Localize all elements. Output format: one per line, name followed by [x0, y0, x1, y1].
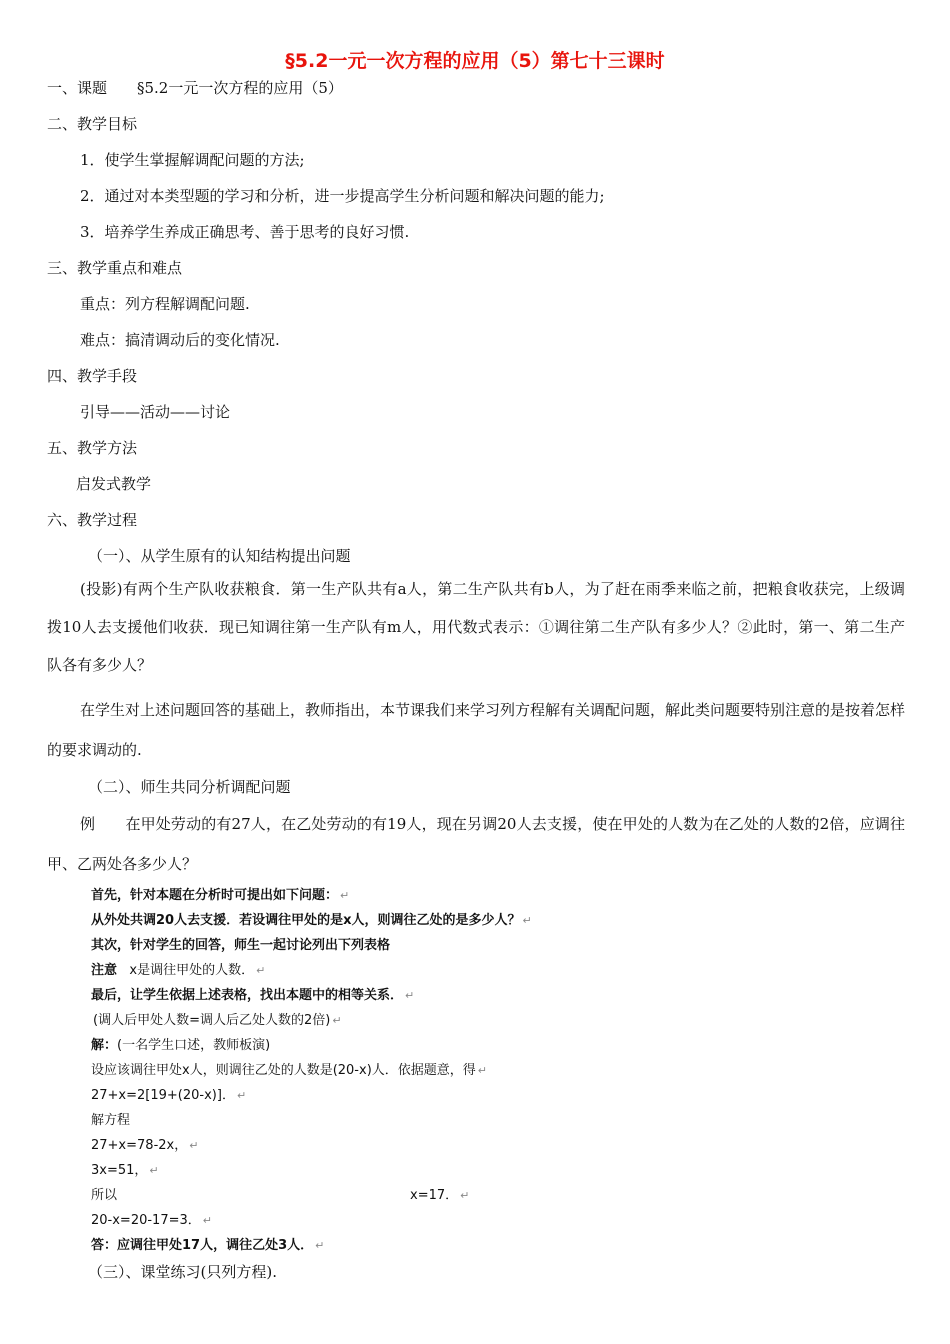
return-mark: ↵: [236, 1089, 247, 1102]
teaching-means: 引导——活动——讨论: [80, 403, 231, 421]
example-problem: 例 在甲处劳动的有27人，在乙处劳动的有19人，现在另调20人去支援，使在甲处的人数为在乙处的人数的2倍，应调往甲、乙两处各多少人？: [47, 815, 905, 873]
scan-line-step-1: 27+x=78-2x， ↵: [91, 1138, 199, 1153]
return-mark: ↵: [256, 964, 266, 977]
section-means: 四、教学手段: [47, 367, 138, 385]
process-part-1-heading: （一）、从学生原有的认知结构提出问题: [88, 547, 351, 565]
scan-line-note: 注意 x是调往甲处的人数． ↵: [91, 963, 266, 978]
objective-2: 2．通过对本类型题的学习和分析，进一步提高学生分析问题和解决问题的能力;: [80, 187, 605, 205]
section-method: 五、教学方法: [47, 439, 138, 457]
scan-line-solve: 解方程: [91, 1113, 131, 1128]
scan-line-so: 所以: [91, 1188, 118, 1203]
scan-line-equation: 27+x=2[19+(20-x)]． ↵: [91, 1088, 247, 1103]
return-mark: ↵: [405, 989, 415, 1002]
objective-3: 3．培养学生养成正确思考、善于思考的良好习惯.: [80, 223, 410, 241]
process-part-1-problem: (投影)有两个生产队收获粮食．第一生产队共有a人，第二生产队共有b人，为了赶在雨季来临之前，把粮食收获完，上级调拨10人去支援他们收获．现已知调往第一生产队有m人，用代数式表示：①调往第二生产队有多少人？②此时，第一、第二生产队各有多少人？: [47, 580, 905, 674]
scan-line-first: 首先，针对本题在分析时可提出如下问题： ↵: [91, 888, 350, 903]
process-part-1-summary: 在学生对上述问题回答的基础上，教师指出，本节课我们来学习列方程解有关调配问题，解此类问题要特别注意的是按着怎样的要求调动的.: [47, 701, 906, 759]
return-mark: ↵: [340, 889, 350, 902]
section-key-points: 三、教学重点和难点: [47, 259, 183, 277]
return-mark: ↵: [315, 1239, 325, 1252]
section-topic: 一、课题 §5.2一元一次方程的应用（5）: [47, 79, 343, 97]
return-mark: ↵: [189, 1139, 199, 1152]
return-mark: ↵: [202, 1214, 212, 1227]
scan-line-question: 从外处共调20人去支援．若设调往甲处的是x人，则调往乙处的是多少人？ ↵: [91, 913, 532, 928]
scan-line-step-2: 3x=51， ↵: [91, 1163, 159, 1178]
return-mark: ↵: [522, 914, 532, 927]
key-point: 重点：列方程解调配问题.: [80, 295, 250, 313]
section-objectives: 二、教学目标: [47, 115, 138, 133]
page-title: §5.2一元一次方程的应用（5）第七十三课时: [285, 50, 665, 72]
teaching-method: 启发式教学: [76, 475, 152, 493]
scan-line-relation: (调人后甲处人数=调人后乙处人数的2倍) ↵: [93, 1013, 342, 1028]
return-mark: ↵: [460, 1189, 470, 1202]
scan-line-answer: 答：应调往甲处17人，调往乙处3人． ↵: [91, 1238, 325, 1253]
scan-line-result-y: 20-x=20-17=3． ↵: [91, 1213, 212, 1228]
process-part-2-heading: （二）、师生共同分析调配问题: [88, 778, 291, 796]
return-mark: ↵: [149, 1164, 159, 1177]
difficult-point: 难点：搞清调动后的变化情况.: [80, 331, 280, 349]
scan-line-finally: 最后，让学生依据上述表格，找出本题中的相等关系． ↵: [91, 988, 415, 1003]
scan-line-solution: 解：(一名学生口述，教师板演): [91, 1038, 271, 1053]
process-part-3-heading: （三）、课堂练习(只列方程).: [88, 1263, 277, 1281]
scan-line-result-x: x=17． ↵: [410, 1188, 470, 1203]
section-process: 六、教学过程: [47, 511, 138, 529]
objective-1: 1．使学生掌握解调配问题的方法;: [80, 151, 305, 169]
return-mark: ↵: [477, 1064, 487, 1077]
scan-line-setup: 设应该调往甲处x人，则调往乙处的人数是(20-x)人．依据题意，得 ↵: [91, 1063, 487, 1078]
return-mark: ↵: [332, 1014, 342, 1027]
scan-line-next: 其次，针对学生的回答，师生一起讨论列出下列表格: [91, 938, 391, 953]
